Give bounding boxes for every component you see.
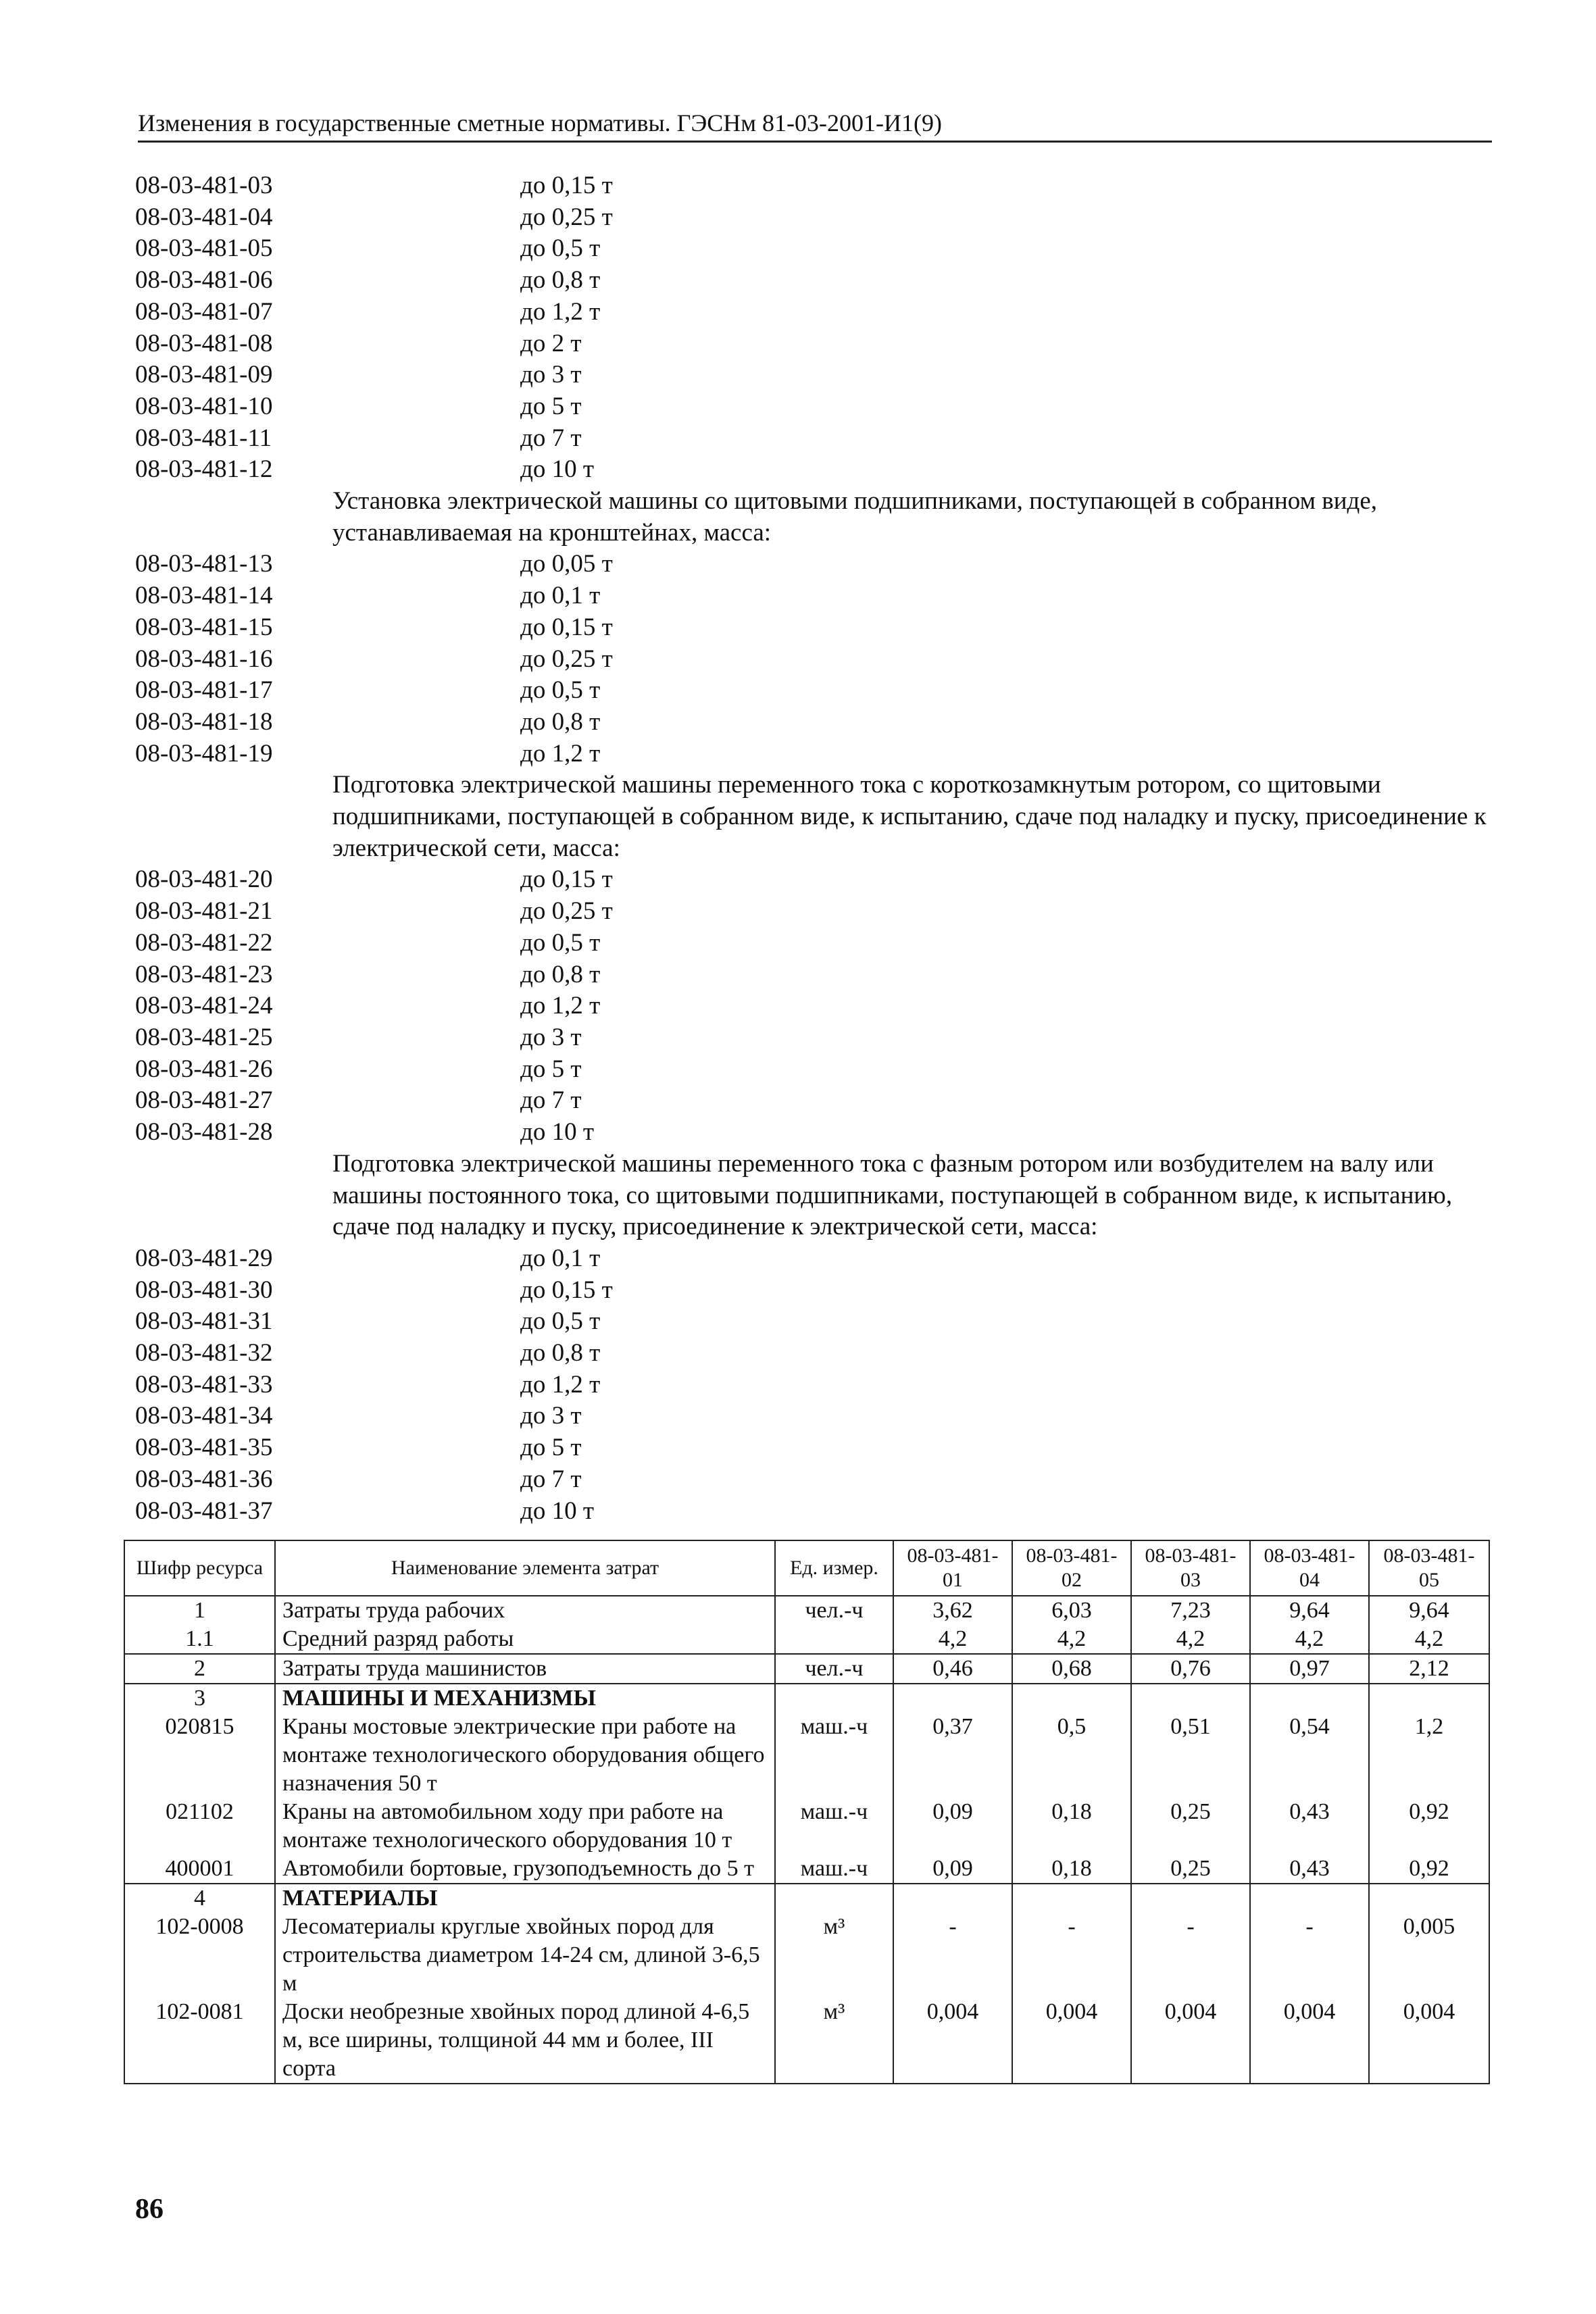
cell-name: Затраты труда машинистов <box>275 1654 775 1684</box>
norm-row <box>135 1022 1493 1054</box>
norm-row <box>135 1464 1493 1496</box>
norm-code: 08-03-481-15 <box>135 613 273 641</box>
table-header-row <box>124 1540 1489 1596</box>
norm-code: 08-03-481-04 <box>135 203 273 231</box>
norm-row <box>135 454 1493 486</box>
cell-unit <box>775 1684 893 1713</box>
table-body <box>124 1596 1489 2084</box>
norm-row <box>135 328 1493 360</box>
cost-table <box>124 1540 1490 2084</box>
norm-mass: до 10 т <box>520 455 594 484</box>
norm-row <box>135 1275 1493 1307</box>
norm-list <box>135 170 1493 1527</box>
norm-mass: до 3 т <box>520 361 582 389</box>
norm-code: 08-03-481-30 <box>135 1276 273 1304</box>
norm-row <box>135 864 1493 896</box>
norm-code: 08-03-481-18 <box>135 707 273 736</box>
cell-value: 0,09 <box>893 1855 1012 1884</box>
cell-value: 0,43 <box>1250 1798 1369 1855</box>
table-row <box>124 1684 1489 1713</box>
norm-code: 08-03-481-17 <box>135 676 273 705</box>
norm-code: 08-03-481-25 <box>135 1023 273 1051</box>
norm-description-2: Подготовка электрической машины переменного тока с короткозамкнутым ротором, со щитовыми подшипниками, поступающей в собранном виде, к испытанию, сдаче под наладку и пуску, присоединение к электрической сети, масса: <box>332 771 1487 862</box>
norm-mass: до 0,1 т <box>520 582 601 610</box>
norm-row <box>135 1243 1493 1275</box>
cell-name: Краны мостовые электрические при работе на монтаже технологического оборудования общего назначения 50 т <box>275 1713 775 1798</box>
norm-mass: до 0,5 т <box>520 676 601 705</box>
cell-value: 0,92 <box>1369 1855 1489 1884</box>
cell-unit: маш.-ч <box>775 1855 893 1884</box>
norm-code: 08-03-481-11 <box>135 424 272 452</box>
table-row <box>124 1884 1489 1913</box>
norm-code: 08-03-481-34 <box>135 1402 273 1430</box>
cell-value: 4,2 <box>1012 1625 1131 1654</box>
norm-code: 08-03-481-37 <box>135 1496 273 1525</box>
cell-unit <box>775 1884 893 1913</box>
cell-unit: м³ <box>775 1998 893 2084</box>
norm-mass: до 0,5 т <box>520 234 601 263</box>
table-row <box>124 1713 1489 1798</box>
table-row <box>124 1654 1489 1684</box>
norm-mass: до 3 т <box>520 1402 582 1430</box>
norm-row <box>135 580 1493 612</box>
cell-value: 0,004 <box>1369 1998 1489 2084</box>
cell-value: 0,18 <box>1012 1798 1131 1855</box>
table-row <box>124 1913 1489 1998</box>
cell-name: Доски необрезные хвойных пород длиной 4-6,5 м, все ширины, толщиной 44 мм и более, III сорта <box>275 1998 775 2084</box>
cell-value: 0,005 <box>1369 1913 1489 1998</box>
cell-value: 0,004 <box>1012 1998 1131 2084</box>
cell-value: 0,004 <box>1250 1998 1369 2084</box>
cell-value: 9,64 <box>1250 1596 1369 1625</box>
norm-code: 08-03-481-12 <box>135 455 273 484</box>
norm-row <box>135 359 1493 391</box>
cell-value: 0,51 <box>1131 1713 1250 1798</box>
norm-row <box>135 990 1493 1022</box>
norm-mass: до 0,1 т <box>520 1244 601 1272</box>
norm-mass: до 0,8 т <box>520 1339 601 1367</box>
cell-value <box>1369 1884 1489 1913</box>
norm-row <box>135 644 1493 676</box>
norm-mass: до 5 т <box>520 1434 582 1462</box>
norm-group-4 <box>135 1243 1493 1527</box>
norm-mass: до 0,8 т <box>520 707 601 736</box>
norm-mass: до 0,5 т <box>520 928 601 957</box>
cell-unit: маш.-ч <box>775 1798 893 1855</box>
norm-code: 08-03-481-28 <box>135 1118 273 1147</box>
norm-code: 08-03-481-20 <box>135 865 273 894</box>
cell-value <box>1250 1884 1369 1913</box>
norm-code: 08-03-481-24 <box>135 992 273 1020</box>
norm-row <box>135 423 1493 455</box>
norm-code: 08-03-481-21 <box>135 897 273 926</box>
cell-value <box>893 1884 1012 1913</box>
cell-code: 2 <box>124 1654 275 1684</box>
cell-unit: маш.-ч <box>775 1713 893 1798</box>
cell-unit: чел.-ч <box>775 1596 893 1625</box>
norm-code: 08-03-481-06 <box>135 266 273 295</box>
header-col-1: 08-03-481-01 <box>893 1540 1012 1596</box>
norm-row <box>135 959 1493 991</box>
header-col-5: 08-03-481-05 <box>1369 1540 1489 1596</box>
norm-code: 08-03-481-26 <box>135 1055 273 1083</box>
table-row <box>124 1625 1489 1654</box>
norm-code: 08-03-481-09 <box>135 361 273 389</box>
cell-value <box>1369 1684 1489 1713</box>
norm-mass: до 0,15 т <box>520 172 613 199</box>
norm-row <box>135 1369 1493 1401</box>
norm-mass: до 0,05 т <box>520 550 613 578</box>
norm-row <box>135 233 1493 265</box>
table-row <box>124 1798 1489 1855</box>
norm-code: 08-03-481-16 <box>135 645 273 673</box>
norm-mass: до 5 т <box>520 392 582 420</box>
cell-value: 3,62 <box>893 1596 1012 1625</box>
cell-value: 2,12 <box>1369 1654 1489 1684</box>
norm-code: 08-03-481-07 <box>135 297 273 326</box>
cell-value: 0,92 <box>1369 1798 1489 1855</box>
norm-row <box>135 549 1493 580</box>
norm-mass: до 7 т <box>520 1465 582 1493</box>
norm-mass: до 1,2 т <box>520 992 601 1020</box>
cell-value: 0,76 <box>1131 1654 1250 1684</box>
cell-code: 021102 <box>124 1798 275 1855</box>
norm-code: 08-03-481-23 <box>135 960 273 988</box>
cell-value: 0,5 <box>1012 1713 1131 1798</box>
cell-value: 4,2 <box>1250 1625 1369 1654</box>
cell-name: Лесоматериалы круглые хвойных пород для строительства диаметром 14-24 см, длиной 3-6,5 м <box>275 1913 775 1998</box>
norm-row <box>135 1496 1493 1528</box>
norm-row <box>135 738 1493 770</box>
norm-code: 08-03-481-19 <box>135 739 273 768</box>
norm-mass: до 1,2 т <box>520 1370 601 1399</box>
norm-row <box>135 1054 1493 1086</box>
cell-value <box>1012 1884 1131 1913</box>
header-col-4: 08-03-481-04 <box>1250 1540 1369 1596</box>
cell-code: 1.1 <box>124 1625 275 1654</box>
cell-code: 3 <box>124 1684 275 1713</box>
norm-mass: до 0,25 т <box>520 203 613 231</box>
norm-code: 08-03-481-29 <box>135 1244 273 1272</box>
page-number: 86 <box>135 2194 164 2225</box>
norm-row <box>135 265 1493 297</box>
cell-name: Затраты труда рабочих <box>275 1596 775 1625</box>
norm-description-3: Подготовка электрической машины переменного тока с фазным ротором или возбудителем на валу или машины постоянного тока, со щитовыми подшипниками, поступающей в собранном виде, к испытанию, сдаче под наладку и пуску, присоединение к электрической сети, масса: <box>332 1149 1453 1241</box>
norm-row <box>135 297 1493 328</box>
cell-value <box>893 1684 1012 1713</box>
cell-value: 1,2 <box>1369 1713 1489 1798</box>
norm-mass: до 1,2 т <box>520 739 601 768</box>
cell-value: - <box>1012 1913 1131 1998</box>
norm-code: 08-03-481-35 <box>135 1434 273 1462</box>
norm-mass: до 0,15 т <box>520 865 613 894</box>
norm-code: 08-03-481-13 <box>135 550 273 578</box>
norm-mass: до 0,5 т <box>520 1307 601 1336</box>
norm-mass: до 0,25 т <box>520 645 613 673</box>
cell-unit: м³ <box>775 1913 893 1998</box>
cell-value: - <box>1131 1913 1250 1998</box>
norm-row <box>135 928 1493 959</box>
norm-code: 08-03-481-03 <box>135 172 273 199</box>
norm-row <box>135 896 1493 928</box>
cell-value: 0,68 <box>1012 1654 1131 1684</box>
cell-value: 0,18 <box>1012 1855 1131 1884</box>
table-row <box>124 1596 1489 1625</box>
norm-row <box>135 1306 1493 1338</box>
cell-value <box>1012 1684 1131 1713</box>
cell-value: 0,54 <box>1250 1713 1369 1798</box>
norm-code: 08-03-481-27 <box>135 1086 273 1115</box>
cell-name: МАТЕРИАЛЫ <box>275 1884 775 1913</box>
norm-row <box>135 1085 1493 1117</box>
cell-code: 020815 <box>124 1713 275 1798</box>
norm-group-3 <box>135 864 1493 1148</box>
header-name: Наименование элемента затрат <box>275 1540 775 1596</box>
norm-mass: до 3 т <box>520 1023 582 1051</box>
cell-unit <box>775 1625 893 1654</box>
cell-name: Автомобили бортовые, грузоподъемность до 5 т <box>275 1855 775 1884</box>
cell-value: 0,46 <box>893 1654 1012 1684</box>
cell-value: 4,2 <box>1369 1625 1489 1654</box>
norm-code: 08-03-481-14 <box>135 582 273 610</box>
norm-mass: до 0,25 т <box>520 897 613 926</box>
norm-row <box>135 1338 1493 1369</box>
cell-name: МАШИНЫ И МЕХАНИЗМЫ <box>275 1684 775 1713</box>
cell-value: 0,09 <box>893 1798 1012 1855</box>
norm-code: 08-03-481-10 <box>135 392 273 420</box>
cell-code: 400001 <box>124 1855 275 1884</box>
norm-row <box>135 707 1493 738</box>
cell-value: 9,64 <box>1369 1596 1489 1625</box>
cell-value: - <box>1250 1913 1369 1998</box>
header-col-3: 08-03-481-03 <box>1131 1540 1250 1596</box>
norm-row <box>135 170 1493 202</box>
norm-code: 08-03-481-36 <box>135 1465 273 1493</box>
norm-group-1 <box>135 170 1493 486</box>
norm-code: 08-03-481-08 <box>135 329 273 357</box>
norm-mass: до 0,8 т <box>520 960 601 988</box>
header-col-2: 08-03-481-02 <box>1012 1540 1131 1596</box>
cell-code: 4 <box>124 1884 275 1913</box>
cell-value: 0,43 <box>1250 1855 1369 1884</box>
norm-mass: до 2 т <box>520 329 582 357</box>
norm-row <box>135 1401 1493 1432</box>
norm-mass: до 1,2 т <box>520 297 601 326</box>
cell-value: 0,37 <box>893 1713 1012 1798</box>
cell-value <box>1250 1684 1369 1713</box>
table-row <box>124 1998 1489 2084</box>
norm-mass: до 7 т <box>520 1086 582 1115</box>
cell-value: - <box>893 1913 1012 1998</box>
cell-value: 4,2 <box>1131 1625 1250 1654</box>
norm-code: 08-03-481-31 <box>135 1307 273 1336</box>
cell-unit: чел.-ч <box>775 1654 893 1684</box>
header-unit: Ед. измер. <box>775 1540 893 1596</box>
table-row <box>124 1855 1489 1884</box>
cell-value <box>1131 1884 1250 1913</box>
norm-mass: до 0,8 т <box>520 266 601 295</box>
cell-value: 0,97 <box>1250 1654 1369 1684</box>
norm-description-1: Установка электрической машины со щитовыми подшипниками, поступающей в собранном виде, устанавливаемая на кронштейнах, масса: <box>332 487 1378 547</box>
norm-code: 08-03-481-32 <box>135 1339 273 1367</box>
norm-mass: до 7 т <box>520 424 582 452</box>
norm-code: 08-03-481-05 <box>135 234 273 263</box>
cell-name: Средний разряд работы <box>275 1625 775 1654</box>
norm-mass: до 10 т <box>520 1496 594 1525</box>
norm-group-2 <box>135 549 1493 770</box>
cell-value: 7,23 <box>1131 1596 1250 1625</box>
cell-code: 102-0008 <box>124 1913 275 1998</box>
norm-row <box>135 391 1493 423</box>
cell-code: 102-0081 <box>124 1998 275 2084</box>
cell-value: 0,004 <box>893 1998 1012 2084</box>
cell-value: 0,004 <box>1131 1998 1250 2084</box>
cell-value <box>1131 1684 1250 1713</box>
norm-code: 08-03-481-22 <box>135 928 273 957</box>
cell-name: Краны на автомобильном ходу при работе на монтаже технологического оборудования 10 т <box>275 1798 775 1855</box>
norm-row <box>135 612 1493 644</box>
cell-value: 6,03 <box>1012 1596 1131 1625</box>
page-header: Изменения в государственные сметные нормативы. ГЭСНм 81-03-2001-И1(9) <box>138 108 1492 143</box>
norm-mass: до 10 т <box>520 1118 594 1147</box>
header-code: Шифр ресурса <box>124 1540 275 1596</box>
cell-value: 4,2 <box>893 1625 1012 1654</box>
norm-code: 08-03-481-33 <box>135 1370 273 1399</box>
norm-row <box>135 202 1493 234</box>
cell-value: 0,25 <box>1131 1798 1250 1855</box>
norm-row <box>135 675 1493 707</box>
norm-row <box>135 1432 1493 1464</box>
norm-mass: до 0,15 т <box>520 613 613 641</box>
norm-mass: до 5 т <box>520 1055 582 1083</box>
norm-row <box>135 1117 1493 1149</box>
cell-value: 0,25 <box>1131 1855 1250 1884</box>
cell-code: 1 <box>124 1596 275 1625</box>
norm-mass: до 0,15 т <box>520 1276 613 1304</box>
